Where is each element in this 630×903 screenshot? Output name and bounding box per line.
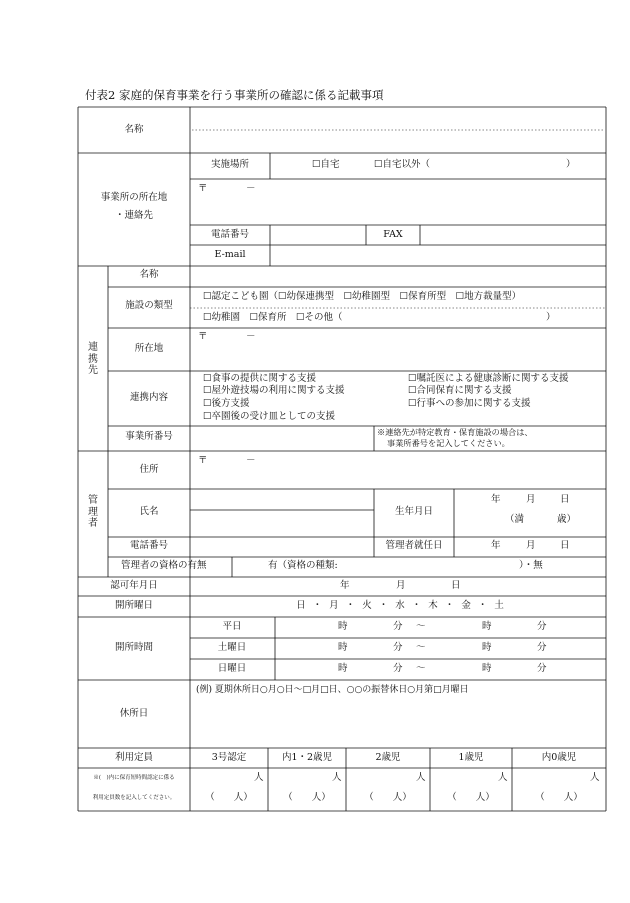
name-label: 名称: [124, 124, 144, 135]
birth-year-label: 年: [491, 494, 501, 505]
birth-day-label: 日: [560, 494, 570, 505]
hours-weekday-tilde: ～: [416, 621, 426, 632]
manager-postal-mark: 〒: [198, 455, 208, 466]
start-year-label: 年: [491, 540, 501, 551]
approval-day: 日: [451, 580, 461, 591]
office-number-note-line2: 事業所番号を記入してください。: [387, 438, 510, 448]
content-right-3[interactable]: ☐行事への参加に関する支援: [408, 398, 531, 409]
venue-other-close: ）: [566, 159, 576, 170]
start-date-label: 管理者就任日: [385, 540, 443, 551]
hours-saturday-tilde: ～: [416, 642, 426, 653]
start-day-label: 日: [560, 540, 570, 551]
qualification-end[interactable]: ）・無: [519, 560, 543, 571]
capacity-col-1: 1歳児: [458, 752, 484, 763]
capacity-paren-3go: （ 人）: [205, 792, 253, 803]
partner-postal-dash: －: [246, 331, 256, 342]
location-fax-label: FAX: [383, 229, 403, 240]
age-open: （満: [505, 514, 525, 525]
partner-address-label: 所在地: [134, 343, 164, 354]
hours-weekday-h1: 時: [338, 621, 348, 632]
manager-phone-label: 電話番号: [129, 540, 169, 551]
content-left-1[interactable]: ☐食事の提供に関する支援: [203, 373, 317, 384]
office-number-note-line1: ※連絡先が特定教育・保育施設の場合は、: [377, 427, 533, 437]
partner-content-label: 連携内容: [129, 392, 169, 403]
capacity-unit-0: 人: [590, 772, 600, 783]
manager-vertical-label: 管理者: [88, 495, 98, 529]
birth-month-label: 月: [526, 494, 536, 505]
closed-days-example: (例) 夏期休所日○月○日～□月□日、○○の振替休日○月第□月曜日: [196, 685, 469, 695]
location-postal-mark: 〒: [198, 183, 208, 194]
hours-sunday-h2: 時: [482, 663, 492, 674]
capacity-paren-12: （ 人）: [283, 792, 331, 803]
hours-sunday-m1: 分: [393, 663, 403, 674]
capacity-paren-2: （ 人）: [364, 792, 412, 803]
capacity-note-line1: ※( )内に保育短時間認定に係る: [93, 775, 175, 781]
manager-address-label: 住所: [139, 464, 159, 475]
content-left-4[interactable]: ☐卒園後の受け皿としての支援: [203, 411, 336, 422]
opening-days-label: 開所曜日: [114, 600, 154, 611]
hours-sunday-label: 日曜日: [217, 663, 247, 674]
location-postal-dash: －: [246, 183, 256, 194]
hours-saturday-label: 土曜日: [217, 642, 247, 653]
capacity-col-12: 内1・2歳児: [281, 752, 333, 763]
content-right-2[interactable]: ☐合同保育に関する支援: [408, 385, 512, 396]
capacity-col-0: 内0歳児: [541, 752, 577, 763]
qualification-value[interactable]: 有（資格の種類:: [268, 560, 338, 571]
hours-saturday-m2: 分: [537, 642, 547, 653]
content-right-1[interactable]: ☐嘱託医による健康診断に関する支援: [408, 373, 569, 384]
capacity-paren-0: （ 人）: [535, 792, 583, 803]
capacity-unit-1: 人: [498, 772, 508, 783]
venue-home-checkbox[interactable]: ☐自宅: [312, 159, 340, 170]
office-number-label: 事業所番号: [125, 431, 173, 442]
partner-postal-mark: 〒: [198, 331, 208, 342]
facility-types-row2-close: ）: [546, 312, 556, 323]
opening-days-value[interactable]: 日 ・ 月 ・ 火 ・ 水 ・ 木 ・ 金 ・ 土: [296, 600, 504, 611]
venue-other-checkbox[interactable]: ☐自宅以外（: [374, 159, 431, 170]
capacity-label: 利用定員: [114, 752, 154, 763]
hours-weekday-h2: 時: [482, 621, 492, 632]
capacity-col-2: 2歳児: [375, 752, 401, 763]
location-label-line1: 事業所の所在地: [100, 192, 168, 203]
capacity-col-3go: 3号認定: [211, 752, 247, 763]
hours-sunday-h1: 時: [338, 663, 348, 674]
capacity-unit-2: 人: [416, 772, 426, 783]
hours-sunday-m2: 分: [537, 663, 547, 674]
partner-name-label: 名称: [139, 269, 159, 280]
facility-types-row2[interactable]: ☐幼稚園 ☐保育所 ☐その他（: [203, 312, 343, 323]
hours-weekday-m2: 分: [537, 621, 547, 632]
capacity-note-line2: 利用定員数を記入してください。: [92, 795, 176, 801]
content-left-3[interactable]: ☐後方支援: [203, 398, 250, 409]
start-month-label: 月: [526, 540, 536, 551]
opening-hours-label: 開所時間: [114, 642, 154, 653]
capacity-unit-3go: 人: [254, 772, 264, 783]
qualification-label: 管理者の資格の有無: [121, 560, 207, 571]
approval-month: 月: [396, 580, 406, 591]
approval-year: 年: [340, 580, 350, 591]
content-left-2[interactable]: ☐屋外遊技場の利用に関する支援: [203, 385, 345, 396]
birthdate-label: 生年月日: [394, 506, 434, 517]
manager-name-label: 氏名: [139, 506, 159, 517]
hours-saturday-m1: 分: [393, 642, 403, 653]
closed-days-label: 休所日: [119, 708, 149, 719]
capacity-paren-1: （ 人）: [447, 792, 495, 803]
hours-saturday-h2: 時: [482, 642, 492, 653]
partner-vertical-label: 連携先: [88, 342, 98, 376]
hours-weekday-m1: 分: [393, 621, 403, 632]
hours-saturday-h1: 時: [338, 642, 348, 653]
manager-postal-dash: －: [246, 455, 256, 466]
hours-weekday-label: 平日: [222, 621, 242, 632]
location-label-line2: ・連絡先: [114, 210, 154, 221]
facility-types-row1[interactable]: ☐認定こども園（☐幼保連携型 ☐幼稚園型 ☐保育所型 ☐地方裁量型）: [203, 291, 522, 302]
form-title: 付表2 家庭的保育事業を行う事業所の確認に係る記載事項: [85, 88, 384, 102]
venue-label: 実施場所: [210, 159, 250, 170]
approval-date-label: 認可年月日: [110, 580, 158, 591]
location-email-label: E-mail: [214, 249, 246, 260]
capacity-unit-12: 人: [332, 772, 342, 783]
location-phone-label: 電話番号: [210, 229, 250, 240]
age-close: 歳）: [557, 514, 577, 525]
partner-facility-type-label: 施設の類型: [125, 300, 173, 311]
hours-sunday-tilde: ～: [416, 663, 426, 674]
